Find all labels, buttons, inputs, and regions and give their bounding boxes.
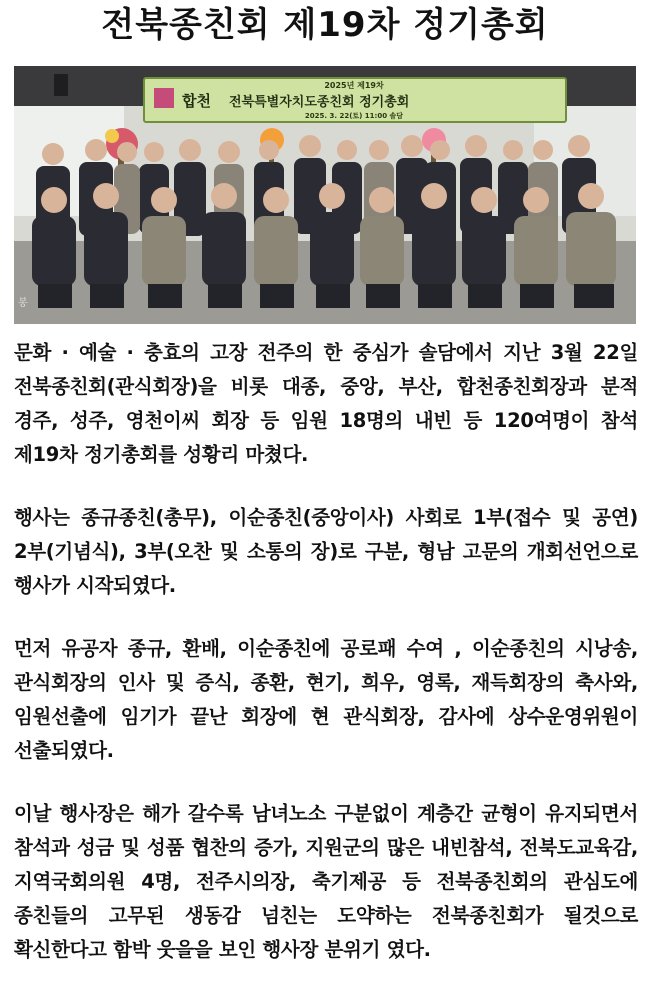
article-paragraph: 문화 · 예술 · 충효의 고장 전주의 한 중심가 솔담에서 지난 3월 22일 전북종친회(관식회장)을 비롯 대종, 중앙, 부산, 합천종친회장과 분적 경주, 성주, 영천이씨 회장 등 임원 18명의 내빈 등 120여명이 참석 제19차 정기총회를 성황리 마쳤다.	[14, 341, 638, 466]
banner-main: 전북특별자치도종친회 정기총회	[229, 95, 410, 110]
article-paragraph: 이날 행사장은 해가 갈수록 남녀노소 구분없이 계층간 균형이 유지되면서 참석과 성금 및 성품 협찬의 증가, 지원군의 많은 내빈참석, 전북도교육감, 지역국회의원 4명, 전주시의장, 축기제공 등 전북종친회의 관심도에 종친들의 고무된 생동감 넘친는 도약하는 전북종친회가 될것으로 확신한다고 함박 웃을을 보인 행사장 분위기 였다.	[14, 802, 638, 961]
banner-date: 2025. 3. 22(토) 11:00 솔담	[304, 112, 404, 120]
article-body	[14, 336, 638, 996]
banner-year: 2025년 제19차	[324, 81, 384, 90]
article-paragraph: 행사는 종규종친(총무), 이순종친(중앙이사) 사회로 1부(접수 및 공연) 2부(기념식), 3부(오찬 및 소통의 장)로 구분, 형남 고문의 개회선언으로 행사가 시작되였다.	[14, 506, 638, 597]
emblem-icon	[154, 88, 174, 108]
page-title: 전북종친회 제19차 정기총회	[101, 5, 549, 45]
article-paragraph: 먼저 유공자 종규, 환배, 이순종친에 공로패 수여 , 이순종친의 시낭송, 관식회장의 인사 및 증식, 종환, 현기, 희우, 영록, 재득회장의 축사와, 임원선출에 임기가 끝난 회장에 현 관식회장, 감사에 상수운영위원이 선출되였다.	[14, 637, 638, 762]
banner-prefix: 합천	[182, 92, 211, 110]
event-banner	[144, 78, 566, 122]
photo-watermark: 봉	[18, 298, 28, 309]
group-photo	[14, 66, 636, 324]
